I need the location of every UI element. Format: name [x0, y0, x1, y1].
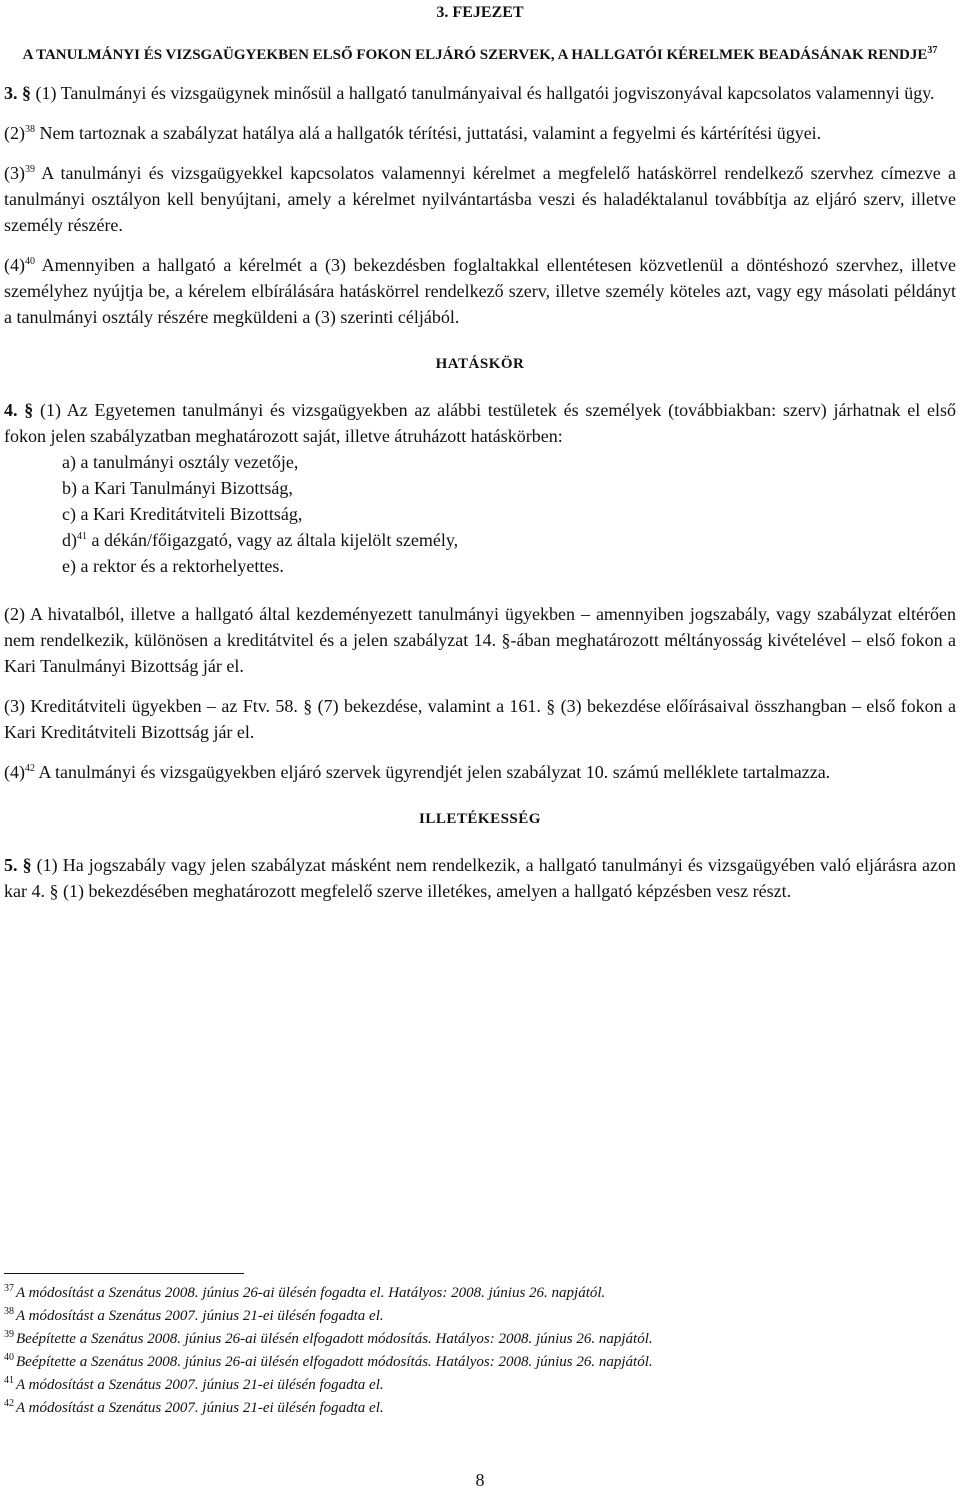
section-3-paragraph-4 — [4, 252, 956, 330]
paragraph-text: Nem tartoznak a szabályzat hatálya alá a hallgatók térítési, juttatási, valamint a fegyelmi és kártérítési ügyei. — [35, 123, 822, 143]
footnote-number: 38 — [4, 1306, 14, 1317]
footnote — [4, 1374, 956, 1397]
list-item: e) a rektor és a rektorhelyettes. — [62, 556, 284, 576]
footnote-number: 37 — [4, 1283, 14, 1294]
section-4-paragraph-1 — [4, 397, 956, 449]
paragraph-text: A tanulmányi és vizsgaügyekkel kapcsolatos valamennyi kérelmet a megfelelő hatáskörrel rendelkező szervhez címezve a tanulmányi osztályon kell benyújtani, amely a kérelmet nyilvántartásba veszi és haladéktalanul továbbítja az eljáró szerv, illetve személy részére. — [4, 163, 956, 235]
section-number: 5. § — [4, 855, 32, 875]
section-4-paragraph-2: (2) A hivatalból, illetve a hallgató által kezdeményezett tanulmányi ügyekben – amennyiben jogszabály, vagy szabályzat eltérően nem rendelkezik, különösen a kreditátvitel és a jelen szabályzat 14. §-ában meghatározott méltányosság kivételével – első fokon a Kari Tanulmányi Bizottság jár el. — [4, 604, 956, 676]
authority-list — [62, 449, 956, 579]
section-3-paragraph-1 — [4, 80, 956, 106]
list-item-label: d) — [62, 530, 77, 550]
footnote-number: 39 — [4, 1329, 14, 1340]
section-number: 3. § — [4, 83, 31, 103]
paragraph-label: (2) — [4, 123, 25, 143]
list-item: a) a tanulmányi osztály vezetője, — [62, 452, 299, 472]
footnote — [4, 1328, 956, 1351]
chapter-title-text: A TANULMÁNYI ÉS VIZSGAÜGYEKBEN ELSŐ FOKON ELJÁRÓ SZERVEK, A HALLGATÓI KÉRELMEK BEADÁSÁNAK RENDJE — [22, 47, 928, 63]
footnote-ref: 40 — [25, 256, 35, 267]
section-3-paragraph-3 — [4, 160, 956, 238]
footnote — [4, 1397, 956, 1420]
footnote-ref: 38 — [25, 124, 35, 135]
list-item: b) a Kari Tanulmányi Bizottság, — [62, 478, 293, 498]
footnote-ref: 37 — [927, 45, 938, 56]
footnote-separator — [4, 1273, 244, 1274]
footnote-ref: 41 — [77, 531, 87, 542]
paragraph-label: (4) — [4, 762, 25, 782]
paragraph-text: (1) Ha jogszabály vagy jelen szabályzat másként nem rendelkezik, a hallgató tanulmányi és vizsgaügyében való eljárásra azon kar 4. § (1) bekezdésében meghatározott megfelelő szerve illetékes, amelyen a hallgató képzésben vesz részt. — [4, 855, 956, 901]
list-item-text: a dékán/főigazgató, vagy az általa kijelölt személy, — [87, 530, 459, 550]
footnote-text: Beépítette a Szenátus 2008. június 26-ai ülésén elfogadott módosítás. Hatályos: 2008. június 26. napjától. — [16, 1331, 653, 1347]
heading-hataskor: HATÁSKÖR — [435, 356, 525, 372]
list-item: c) a Kari Kreditátviteli Bizottság, — [62, 504, 303, 524]
footnote — [4, 1282, 956, 1305]
section-4-paragraph-3: (3) Kreditátviteli ügyekben – az Ftv. 58. § (7) bekezdése, valamint a 161. § (3) bekezdése előírásaival összhangban – első fokon a Kari Kreditátviteli Bizottság jár el. — [4, 696, 956, 742]
footnote-number: 40 — [4, 1352, 14, 1363]
chapter-number: 3. FEJEZET — [436, 4, 524, 21]
footnote — [4, 1305, 956, 1328]
paragraph-label: (3) — [4, 163, 25, 183]
paragraph-text: A tanulmányi és vizsgaügyekben eljáró szervek ügyrendjét jelen szabályzat 10. számú melléklete tartalmazza. — [35, 762, 831, 782]
footnote — [4, 1351, 956, 1374]
paragraph-text: (1) Tanulmányi és vizsgaügynek minősül a hallgató tanulmányaival és hallgatói jogviszonyával kapcsolatos valamennyi ügy. — [35, 83, 935, 103]
footnote-number: 41 — [4, 1375, 14, 1386]
paragraph-text: (1) Az Egyetemen tanulmányi és vizsgaügyekben az alábbi testületek és személyek (továbbiakban: szerv) járhatnak el első fokon jelen szabályzatban meghatározott saját, illetve átruházott hatáskörben: — [4, 400, 957, 446]
section-number: 4. § — [4, 400, 34, 420]
footnote-text: A módosítást a Szenátus 2007. június 21-ei ülésén fogadta el. — [16, 1400, 384, 1416]
list-item — [62, 527, 956, 553]
footnote-text: A módosítást a Szenátus 2008. június 26-ai ülésén fogadta el. Hatályos: 2008. június 26. napjától. — [16, 1285, 606, 1301]
footnote-ref: 39 — [25, 164, 35, 175]
section-3-paragraph-2 — [4, 120, 956, 146]
section-5-paragraph-1 — [4, 852, 956, 904]
footnote-ref: 42 — [25, 763, 35, 774]
footnote-text: Beépítette a Szenátus 2008. június 26-ai ülésén elfogadott módosítás. Hatályos: 2008. június 26. napjától. — [16, 1354, 653, 1370]
footnotes — [4, 1282, 956, 1420]
chapter-title — [4, 42, 956, 68]
paragraph-label: (4) — [4, 255, 25, 275]
page-number: 8 — [475, 1470, 485, 1490]
footnote-text: A módosítást a Szenátus 2007. június 21-ei ülésén fogadta el. — [16, 1308, 384, 1324]
paragraph-text: Amennyiben a hallgató a kérelmét a (3) bekezdésben foglaltakkal ellentétesen közvetlenül a döntéshozó szervhez, illetve személyhez nyújtja be, a kérelem elbírálására hatáskörrel rendelkező szerv, illetve személy köteles azt, vagy egy másolati példányt a tanulmányi osztály részére megküldeni a (3) szerinti céljából. — [4, 255, 956, 327]
heading-illetekesseg: ILLETÉKESSÉG — [419, 811, 541, 827]
footnote-text: A módosítást a Szenátus 2007. június 21-ei ülésén fogadta el. — [16, 1377, 384, 1393]
section-4-paragraph-4 — [4, 759, 956, 785]
footnote-number: 42 — [4, 1398, 14, 1409]
